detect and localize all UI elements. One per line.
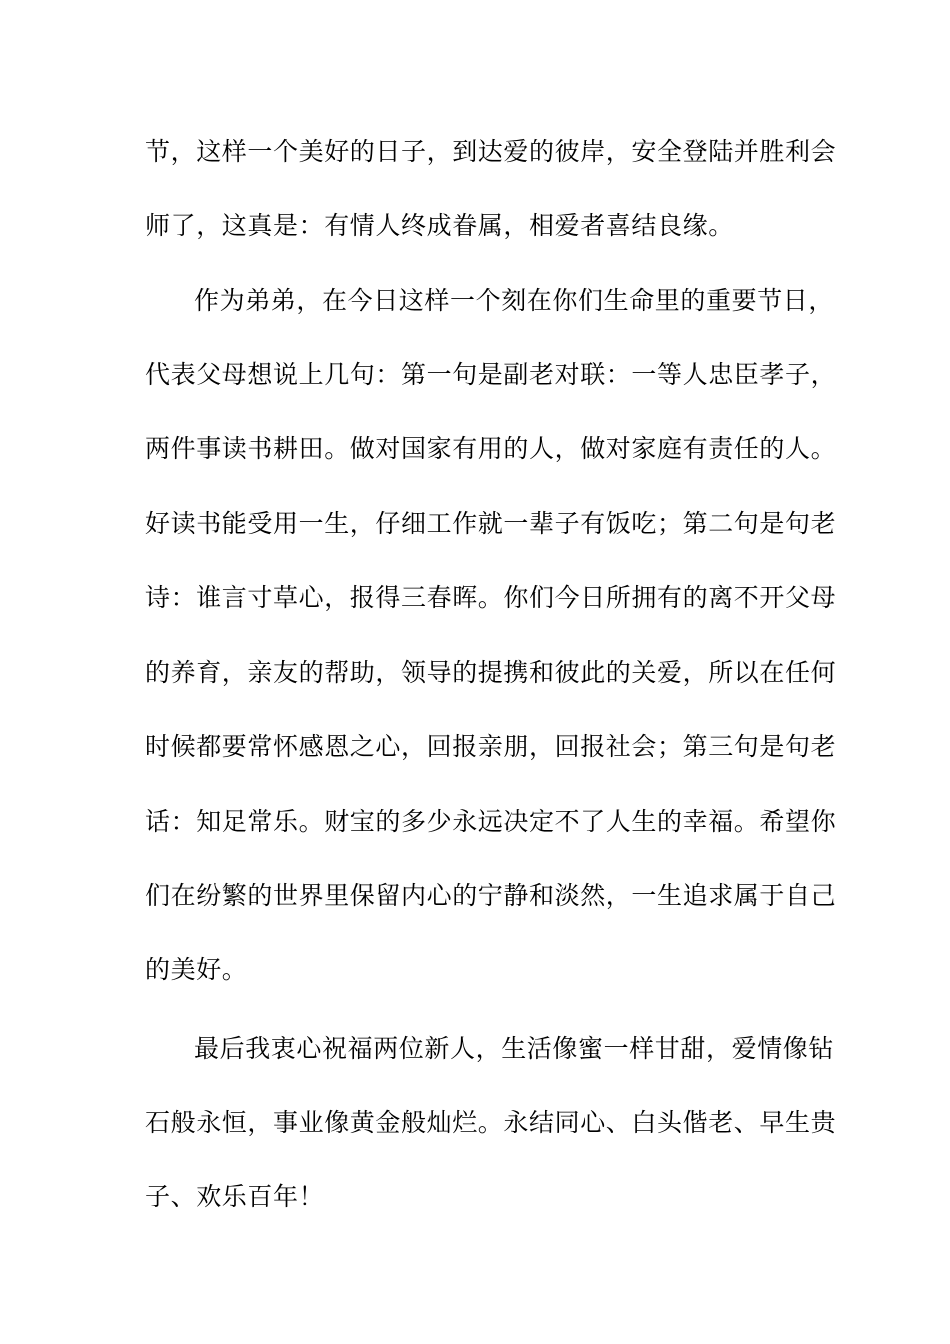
text-line-7: 诗：谁言寸草心，报得三春晖。你们今日所拥有的离不开父母	[145, 583, 837, 612]
text-line-14: 石般永恒，事业像黄金般灿烂。永结同心、白头偕老、早生贵	[145, 1108, 837, 1137]
text-line-4: 代表父母想说上几句：第一句是副老对联：一等人忠臣孝子，	[145, 360, 837, 389]
paragraph-2-line-1: 作为弟弟，在今日这样一个刻在你们生命里的重要节日，	[194, 286, 835, 315]
text-line-1: 节，这样一个美好的日子，到达爱的彼岸，安全登陆并胜利会	[145, 137, 837, 166]
text-line-6: 好读书能受用一生，仔细工作就一辈子有饭吃；第二句是句老	[145, 509, 837, 538]
paragraph-3-line-1: 最后我衷心祝福两位新人，生活像蜜一样甘甜，爱情像钻	[194, 1034, 835, 1063]
text-line-15: 子、欢乐百年！	[145, 1182, 325, 1211]
text-line-11: 们在纷繁的世界里保留内心的宁静和淡然，一生追求属于自己	[145, 881, 837, 910]
text-line-12: 的美好。	[145, 955, 248, 984]
text-line-8: 的养育，亲友的帮助，领导的提携和彼此的关爱，所以在任何	[145, 658, 837, 687]
text-line-9: 时候都要常怀感恩之心，回报亲朋，回报社会；第三句是句老	[145, 732, 837, 761]
text-line-10: 话：知足常乐。财宝的多少永远决定不了人生的幸福。希望你	[145, 807, 837, 836]
text-line-2: 师了，这真是：有情人终成眷属，相爱者喜结良缘。	[145, 211, 734, 240]
text-line-5: 两件事读书耕田。做对国家有用的人，做对家庭有责任的人。	[145, 434, 837, 463]
